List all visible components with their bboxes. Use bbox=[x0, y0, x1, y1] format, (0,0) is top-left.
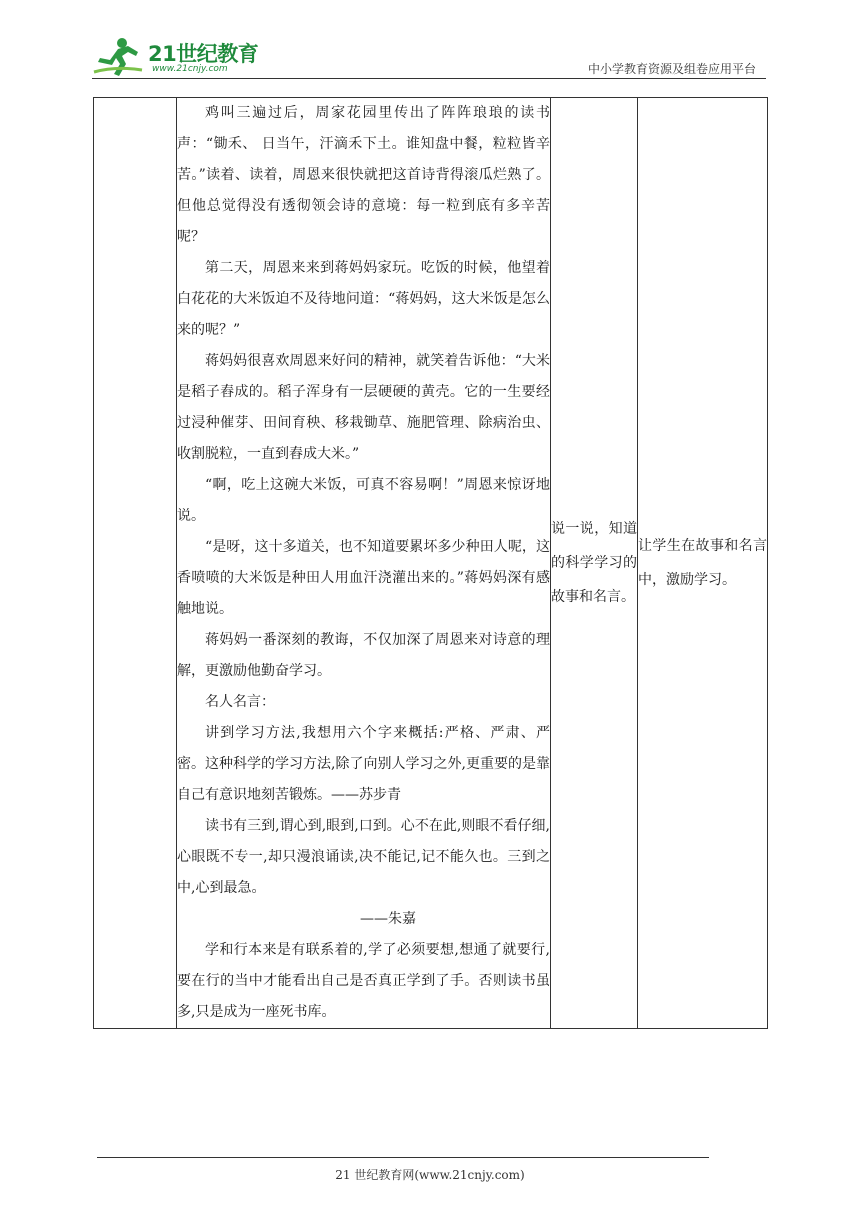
story-paragraph: 蒋妈妈一番深刻的教诲，不仅加深了周恩来对诗意的理解，更激励他勤奋学习。 bbox=[177, 632, 550, 679]
brand-url: www.21cnjy.com bbox=[152, 64, 228, 74]
story-paragraph: “是呀，这十多道关，也不知道要累坏多少种田人呢，这香喷喷的大米饭是种田人用血汗浇灌出来的。”蒋妈妈深有感触地说。 bbox=[177, 539, 550, 617]
page-footer: 21 世纪教育网(www.21cnjy.com) bbox=[335, 1168, 525, 1182]
stage-cell bbox=[94, 98, 177, 1029]
student-activity-cell: 说一说，知道的科学学习的故事和名言。 bbox=[551, 98, 638, 1029]
quote-attribution: ——朱嘉 bbox=[360, 911, 416, 927]
story-paragraph: 鸡叫三遍过后，周家花园里传出了阵阵琅琅的读书声：“锄禾、 日当午，汗滴禾下土。谁知盘中餐，粒粒皆辛苦。”读着、读着，周恩来很快就把这首诗背得滚瓜烂熟了。但他总觉得没有透彻领会诗的意境：每一粒到底有多辛苦呢？ bbox=[177, 105, 550, 245]
quote-paragraph: 学和行本来是有联系着的,学了必须要想,想通了就要行,要在行的当中才能看出自己是否真正学到了手。否则读书虽多,只是成为一座死书库。 bbox=[177, 942, 550, 1020]
design-purpose-cell: 让学生在故事和名言中，激励学习。 bbox=[638, 98, 768, 1029]
quote-paragraph: 讲到学习方法,我想用六个字来概括:严格、严肃、严密。这种科学的学习方法,除了向别人学习之外,更重要的是靠自己有意识地刻苦锻炼。——苏步青 bbox=[177, 725, 550, 803]
story-paragraph: “啊，吃上这碗大米饭，可真不容易啊！”周恩来惊讶地说。 bbox=[177, 477, 550, 524]
table-row bbox=[94, 98, 768, 1029]
header-divider bbox=[92, 78, 766, 79]
runner-logo-icon bbox=[92, 36, 144, 78]
lesson-table bbox=[93, 97, 768, 1029]
brand-name: 21世纪教育 bbox=[148, 42, 259, 66]
teaching-content-cell bbox=[177, 98, 551, 1029]
quotes-heading: 名人名言： bbox=[205, 694, 275, 710]
story-paragraph: 第二天，周恩来来到蒋妈妈家玩。吃饭的时候，他望着白花花的大米饭迫不及待地问道：“蒋妈妈，这大米饭是怎么来的呢？” bbox=[177, 260, 550, 338]
story-paragraph: 蒋妈妈很喜欢周恩来好问的精神，就笑着告诉他：“大米是稻子舂成的。稻子浑身有一层硬硬的黄壳。它的一生要经过浸种催芽、田间育秧、移栽锄草、施肥管理、除病治虫、收割脱粒，一直到舂成大米。” bbox=[177, 353, 550, 462]
quote-paragraph: 读书有三到,谓心到,眼到,口到。心不在此,则眼不看仔细,心眼既不专一,却只漫浪诵读,决不能记,记不能久也。三到之中,心到最急。 bbox=[177, 818, 550, 896]
brand-logo bbox=[92, 36, 272, 78]
platform-title: 中小学教育资源及组卷应用平台 bbox=[587, 62, 756, 76]
footer-divider bbox=[97, 1157, 709, 1158]
page-header bbox=[0, 0, 860, 80]
